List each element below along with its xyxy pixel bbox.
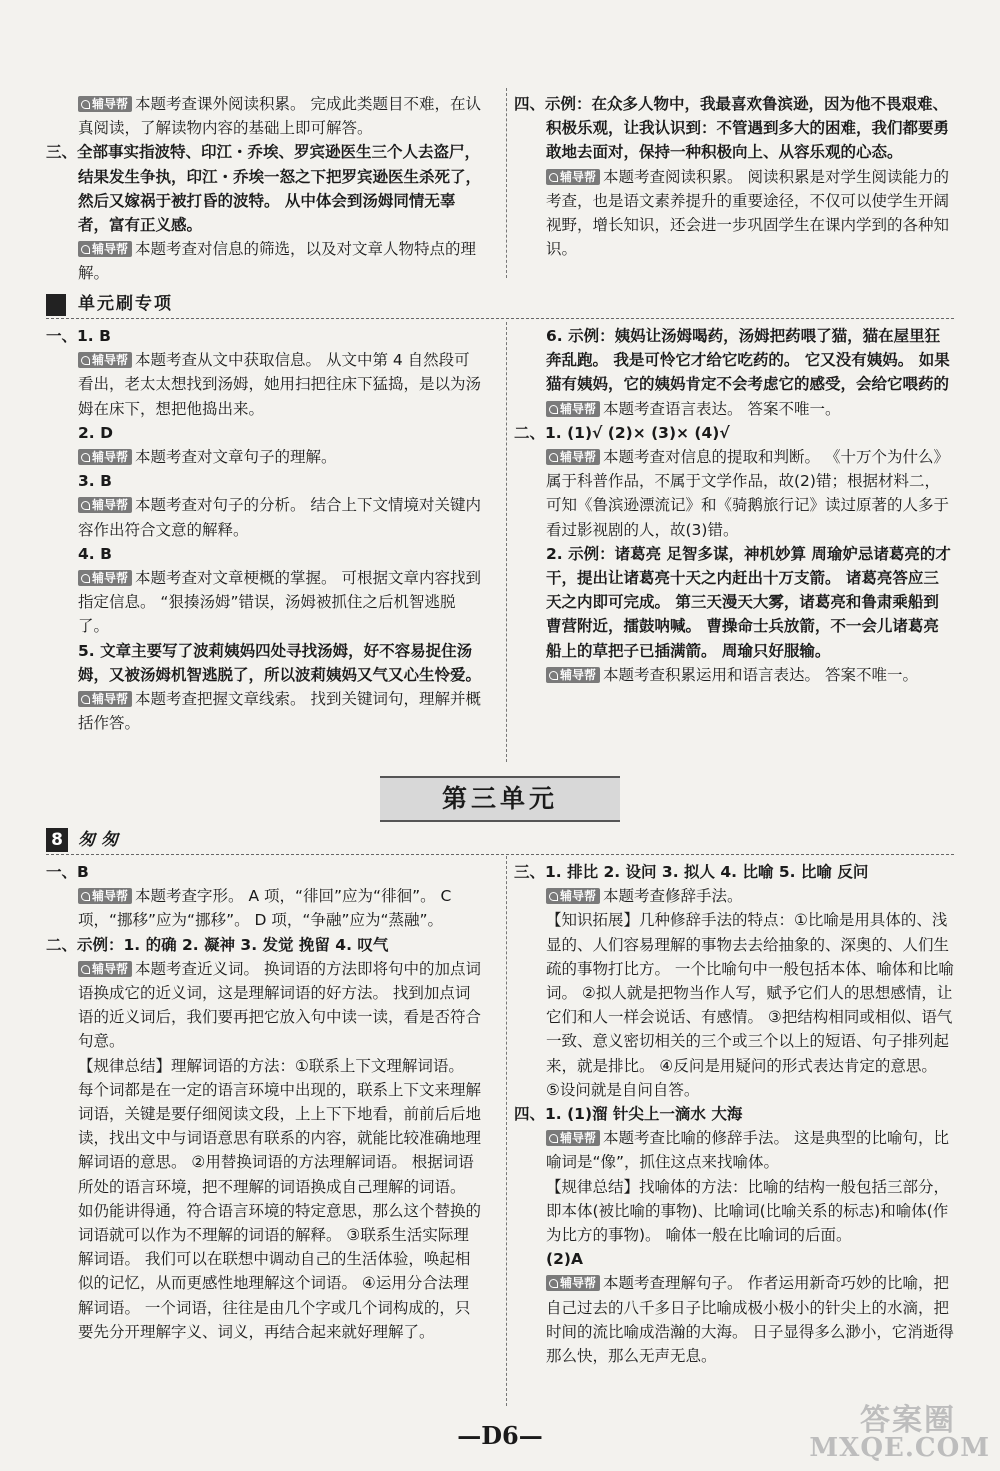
fudaobang-tag [78, 449, 132, 465]
explanation [514, 445, 954, 542]
answer-heading: 四、示例：在众多人物中，我最喜欢鲁滨逊，因为他不畏艰难、积极乐观，让我认识到：不管遇到多大的困难，我们都要勇敢地去面对，保持一种积极向上、从容乐观的心态。 [514, 95, 950, 162]
watermark-text: 答案圈 [860, 1403, 956, 1438]
fudaobang-tag [78, 691, 132, 707]
section8-right-column [514, 860, 954, 1368]
tag-icon [549, 1279, 558, 1288]
answer: 4. B [78, 544, 112, 563]
section-header-lesson-8 [46, 828, 954, 852]
explanation-text: 本题考查阅读积累。 阅读积累是对学生阅读能力的考查，也是语文素养提升的重要途径，不仅可以使学生开阔视野，增长知识，还会进一步巩固学生在课内学到的各种知识。 [546, 167, 950, 259]
explanation-text: 本题考查对句子的分析。 结合上下文情境对关键内容作出符合文意的解释。 [78, 496, 481, 539]
tag-icon [81, 695, 90, 704]
section8-left-column [46, 860, 482, 1344]
section-header-unit-practice [46, 292, 954, 316]
explanation [46, 92, 482, 140]
explanation [46, 957, 482, 1054]
fudaobang-tag [78, 888, 132, 904]
tag-icon [81, 453, 90, 462]
explanation [46, 237, 482, 285]
tag-label: 辅导帮 [92, 571, 129, 586]
explanation [514, 663, 954, 687]
explanation-text: 本题考查语言表达。 答案不唯一。 [603, 399, 841, 418]
explanation-text: 本题考查从文中获取信息。 从文中第 4 自然段可看出，老太太想找到汤姆，她用扫把往床下猛捣，是以为汤姆在床下，想把他捣出来。 [78, 351, 482, 418]
answer-heading: 二、1. (1)√ (2)× (3)× (4)√ [514, 423, 730, 442]
tag-label: 辅导帮 [560, 667, 597, 682]
explanation-text: 本题考查比喻的修辞手法。 这是典型的比喻句，比喻词是“像”，抓住这点来找喻体。 [546, 1129, 949, 1172]
fudaobang-tag [546, 1275, 600, 1291]
watermark [790, 1395, 990, 1465]
tag-label: 辅导帮 [92, 353, 129, 368]
fudaobang-tag [78, 961, 132, 977]
explanation [46, 493, 482, 541]
column-divider [506, 88, 507, 278]
tag-icon [549, 671, 558, 680]
tag-label: 辅导帮 [92, 97, 129, 111]
tag-icon [81, 965, 90, 974]
explanation-text: 本题考查课外阅读积累。 完成此类题目不难，在认真阅读，了解读物内容的基础上即可解答。 [78, 95, 481, 138]
tag-label: 辅导帮 [560, 889, 597, 904]
section-title: 单元刷专项 [78, 294, 173, 314]
fudaobang-tag [78, 570, 132, 586]
explanation [514, 1271, 954, 1368]
tag-label: 辅导帮 [560, 401, 597, 416]
note-text: 【规律总结】找喻体的方法：比喻的结构一般包括三部分，即本体(被比喻的事物)、比喻词(比喻关系的标志)和喻体(作为比方的事物)。 喻体一般在比喻词的后面。 [546, 1177, 950, 1245]
answer: 3. B [78, 472, 112, 491]
tag-label: 辅导帮 [92, 498, 129, 513]
page-number: —D6— [457, 1421, 543, 1450]
tag-icon [81, 245, 90, 254]
tag-label: 辅导帮 [560, 1131, 597, 1146]
fudaobang-tag [546, 667, 600, 683]
tag-label: 辅导帮 [92, 961, 129, 976]
answer: 2. 示例：诸葛亮 足智多谋，神机妙算 周瑜妒忌诸葛亮的才干，提出让诸葛亮十天之内赶出十万支箭。 诸葛亮答应三天之内即可完成。 第三天漫天大雾，诸葛亮和鲁肃乘船到曹营附近，擂鼓呐喊。 曹操命士兵放箭，不一会儿诸葛亮船上的草把子已插满箭。 周瑜只好服输。 [546, 544, 951, 660]
tag-icon [81, 356, 90, 365]
lesson-title: 匆匆 [78, 830, 124, 850]
section1-left-column [46, 324, 482, 735]
explanation-text: 本题考查对信息的提取和判断。 《十万个为什么》属于科普作品，不属于文学作品，故(2)错；根据材料二，可知《鲁滨逊漂流记》和《骑鹅旅行记》读过原著的人多于看过影视剧的人，故(3)错。 [546, 448, 950, 539]
tag-icon [549, 173, 558, 182]
explanation [46, 566, 482, 639]
explanation [46, 687, 482, 735]
lesson-number: 8 [46, 828, 68, 852]
fudaobang-tag [78, 352, 132, 368]
top-left-column [46, 92, 482, 286]
tag-label: 辅导帮 [560, 169, 597, 184]
tag-label: 辅导帮 [92, 692, 129, 707]
column-divider [506, 856, 507, 1406]
fudaobang-tag [78, 497, 132, 513]
answer-heading: 一、B [46, 863, 89, 881]
note-text: 【知识拓展】几种修辞手法的特点：①比喻是用具体的、浅显的、人们容易理解的事物去去给抽象的、深奥的、人们生疏的事物打比方。 一个比喻句中一般包括本体、喻体和比喻词。 ②拟人就是把物当作人写，赋予它们人的思想感情，让它们和人一样会说话、有感情。 ③把结构相同或相似、语气一致、意义密切相关的三个或三个以上的短语、句子排列起来，就是排比。 ④反问是用疑问的形式表达肯定的意思。 ⑤设问就是自问自答。 [546, 911, 954, 1099]
tag-icon [81, 574, 90, 583]
explanation-text: 本题考查对文章句子的理解。 [135, 448, 337, 467]
section-marker [46, 294, 66, 316]
answer: 2. D [78, 423, 113, 442]
tag-icon [549, 405, 558, 414]
answer-heading: 三、1. 排比 2. 设问 3. 拟人 4. 比喻 5. 比喻 反问 [514, 863, 869, 881]
fudaobang-tag [78, 241, 132, 257]
explanation-text: 本题考查修辞手法。 [603, 887, 743, 906]
fudaobang-tag [546, 1130, 600, 1146]
explanation-text: 本题考查把握文章线索。 找到关键词句，理解并概括作答。 [78, 690, 481, 733]
answer: 6. 示例：姨妈让汤姆喝药，汤姆把药喂了猫，猫在屋里狂奔乱跑。 我是可怜它才给它吃药的。 它又没有姨妈。 如果猫有姨妈，它的姨妈肯定不会考虑它的感受，会给它喂药的 [546, 327, 950, 394]
explanation-text: 本题考查对信息的筛选，以及对文章人物特点的理解。 [78, 240, 477, 283]
tag-label: 辅导帮 [92, 889, 129, 904]
fudaobang-tag [546, 888, 600, 904]
explanation [46, 884, 482, 932]
watermark-url: MXQE.COM [809, 1433, 990, 1463]
answer: 5. 文章主要写了波莉姨妈四处寻找汤姆，好不容易捉住汤姆，又被汤姆机智逃脱了，所以波莉姨妈又气又心生怜爱。 [78, 641, 482, 684]
explanation-text: 本题考查近义词。 换词语的方法即将句中的加点词语换成它的近义词，这是理解词语的好方法。 找到加点词语的近义词后，我们要再把它放入句中读一读，看是否符合句意。 [78, 959, 482, 1051]
explanation-text: 本题考查字形。 A 项，“徘回”应为“徘徊”。 C 项，“挪移”应为“挪移”。 D 项，“争融”应为“蒸融”。 [78, 887, 452, 930]
explanation [514, 165, 954, 262]
top-right-column [514, 92, 954, 261]
answer: (2)A [546, 1250, 583, 1269]
explanation-text: 本题考查对文章梗概的掌握。 可根据文章内容找到指定信息。 “狠揍汤姆”错误，汤姆被抓住之后机智逃脱了。 [78, 569, 481, 636]
tag-label: 辅导帮 [92, 450, 129, 465]
answer-heading: 一、1. B [46, 327, 111, 345]
fudaobang-tag [78, 96, 132, 112]
tag-icon [81, 100, 90, 109]
tag-icon [549, 453, 558, 462]
tag-label: 辅导帮 [560, 450, 597, 465]
section-rule [46, 318, 954, 319]
tag-icon [81, 892, 90, 901]
explanation-text: 本题考查理解句子。 作者运用新奇巧妙的比喻，把自己过去的八千多日子比喻成极小极小的针尖上的水滴，把时间的流比喻成浩瀚的大海。 日子显得多么渺小，它消逝得那么快，那么无声无息。 [546, 1274, 954, 1366]
column-divider [506, 322, 507, 762]
answer-heading: 四、1. (1)溜 针尖上一滴水 大海 [514, 1105, 743, 1124]
unit-banner [380, 776, 620, 822]
explanation [514, 884, 954, 908]
fudaobang-tag [546, 449, 600, 465]
section-rule [46, 854, 954, 855]
tag-label: 辅导帮 [92, 242, 129, 257]
answer-heading: 三、全部事实指波特、印江・乔埃、罗宾逊医生三个人去盗尸，结果发生争执，印江・乔埃一怒之下把罗宾逊医生杀死了，然后又嫁祸于被打昏的波特。 从中体会到汤姆同情无辜者，富有正义感。 [46, 143, 482, 235]
note-text: 【规律总结】理解词语的方法：①联系上下文理解词语。 每个词都是在一定的语言环境中出现的，联系上下文来理解词语，关键是要仔细阅读文段，上上下下地看，前前后后地读，找出文中与词语意思有联系的内容，就能比较准确地理解词语的意思。 ②用替换词语的方法理解词语。 根据词语所处的语言环境，把不理解的词语换成自己理解的词语。 如仍能讲得通，符合语言环境的特定意思，那么这个替换的词语就可以作为不理解的词语的解释。 ③联系生活实际理解词语。 我们可以在联想中调动自己的生活体验，唤起相似的记忆，从而更感性地理解这个词语。 ④运用分合法理解词语。 一个词语，往往是由几个字或几个词构成的，只要先分开理解字义、词义，再结合起来就好理解了。 [78, 1056, 482, 1341]
tag-label: 辅导帮 [560, 1276, 597, 1291]
tag-icon [549, 892, 558, 901]
section1-right-column [514, 324, 954, 687]
explanation [514, 397, 954, 421]
tag-icon [81, 501, 90, 510]
explanation [514, 1126, 954, 1174]
unit-title: 第三单元 [441, 784, 558, 813]
explanation [46, 348, 482, 421]
explanation-text: 本题考查积累运用和语言表达。 答案不唯一。 [603, 665, 918, 684]
fudaobang-tag [546, 169, 600, 185]
tag-icon [549, 1134, 558, 1143]
explanation [46, 445, 482, 469]
answer-heading: 二、示例：1. 的确 2. 凝神 3. 发觉 挽留 4. 叹气 [46, 935, 389, 954]
fudaobang-tag [546, 401, 600, 417]
